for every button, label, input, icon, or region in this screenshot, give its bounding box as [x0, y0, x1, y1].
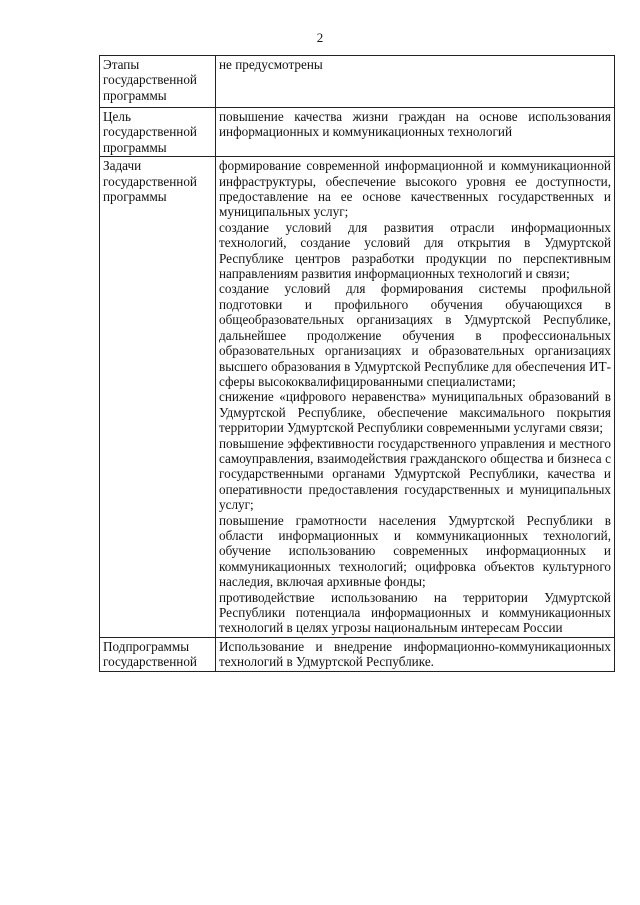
program-passport-table: [99, 55, 615, 672]
task-item-it-industry: создание условий для развития отрасли информационных технологий, создание условий для открытия в Удмуртской Республике центров разработки продукции по перспективным направлениям развития информационных технологий и связи;: [219, 219, 611, 282]
row-value-tasks: [216, 157, 615, 638]
task-item-education: создание условий для формирования системы профильной подготовки и профильного обучения обучающихся в общеобразовательных организациях в Удмуртской Республике, дальнейшее продолжение обучения в профессиональных образовательных организациях и образовательных организациях высшего образования в Удмуртской Республике для обеспечения ИТ-сферы высококвалифицированными специалистами;: [219, 281, 611, 389]
page-number: 2: [316, 30, 324, 45]
task-item-digital-divide: снижение «цифрового неравенства» муниципальных образований в Удмуртской Республике, обеспечение максимального покрытия территории Удмуртской Республики современными услугами связи;: [219, 389, 611, 436]
row-label-stages: Этапы государственной программы: [100, 56, 216, 108]
task-item-governance: повышение эффективности государственного управления и местного самоуправления, взаимодействия гражданского общества и бизнеса с государственными органами Удмуртской Республики, качества и оперативности предоставления государственных и муниципальных услуг;: [219, 435, 611, 513]
table-row-subprograms: [100, 637, 615, 671]
row-value-subprograms: [216, 637, 615, 671]
row-label-tasks: Задачи государственной программы: [100, 157, 216, 638]
row-label-goal: Цель государственной программы: [100, 108, 216, 157]
goal-text: повышение качества жизни граждан на основе использования информационных и коммуникационных технологий: [219, 109, 611, 140]
row-label-subprograms: Подпрограммы государственной: [100, 637, 216, 671]
table-row-stages: [100, 56, 615, 108]
subprogram-text: Использование и внедрение информационно-коммуникационных технологий в Удмуртской Республике.: [219, 638, 611, 670]
task-item-infrastructure: формирование современной информационной и коммуникационной инфраструктуры, обеспечение высокого уровня ее доступности, предоставление на ее основе качественных государственных и муниципальных услуг;: [219, 158, 611, 220]
task-item-security: противодействие использованию на территории Удмуртской Республики потенциала информационных и коммуникационных технологий в целях угрозы национальным интересам России: [219, 589, 611, 636]
table-row-tasks: [100, 157, 615, 638]
table-row-goal: [100, 108, 615, 157]
stages-text: не предусмотрены: [219, 57, 323, 72]
row-value-goal: [216, 108, 615, 157]
row-value-stages: [216, 56, 615, 108]
task-item-literacy: повышение грамотности населения Удмуртской Республики в области информационных и коммуникационных технологий, обучение использованию современных информационных и коммуникационных технологий; оцифровка объектов культурного наследия, включая архивные фонды;: [219, 512, 611, 590]
